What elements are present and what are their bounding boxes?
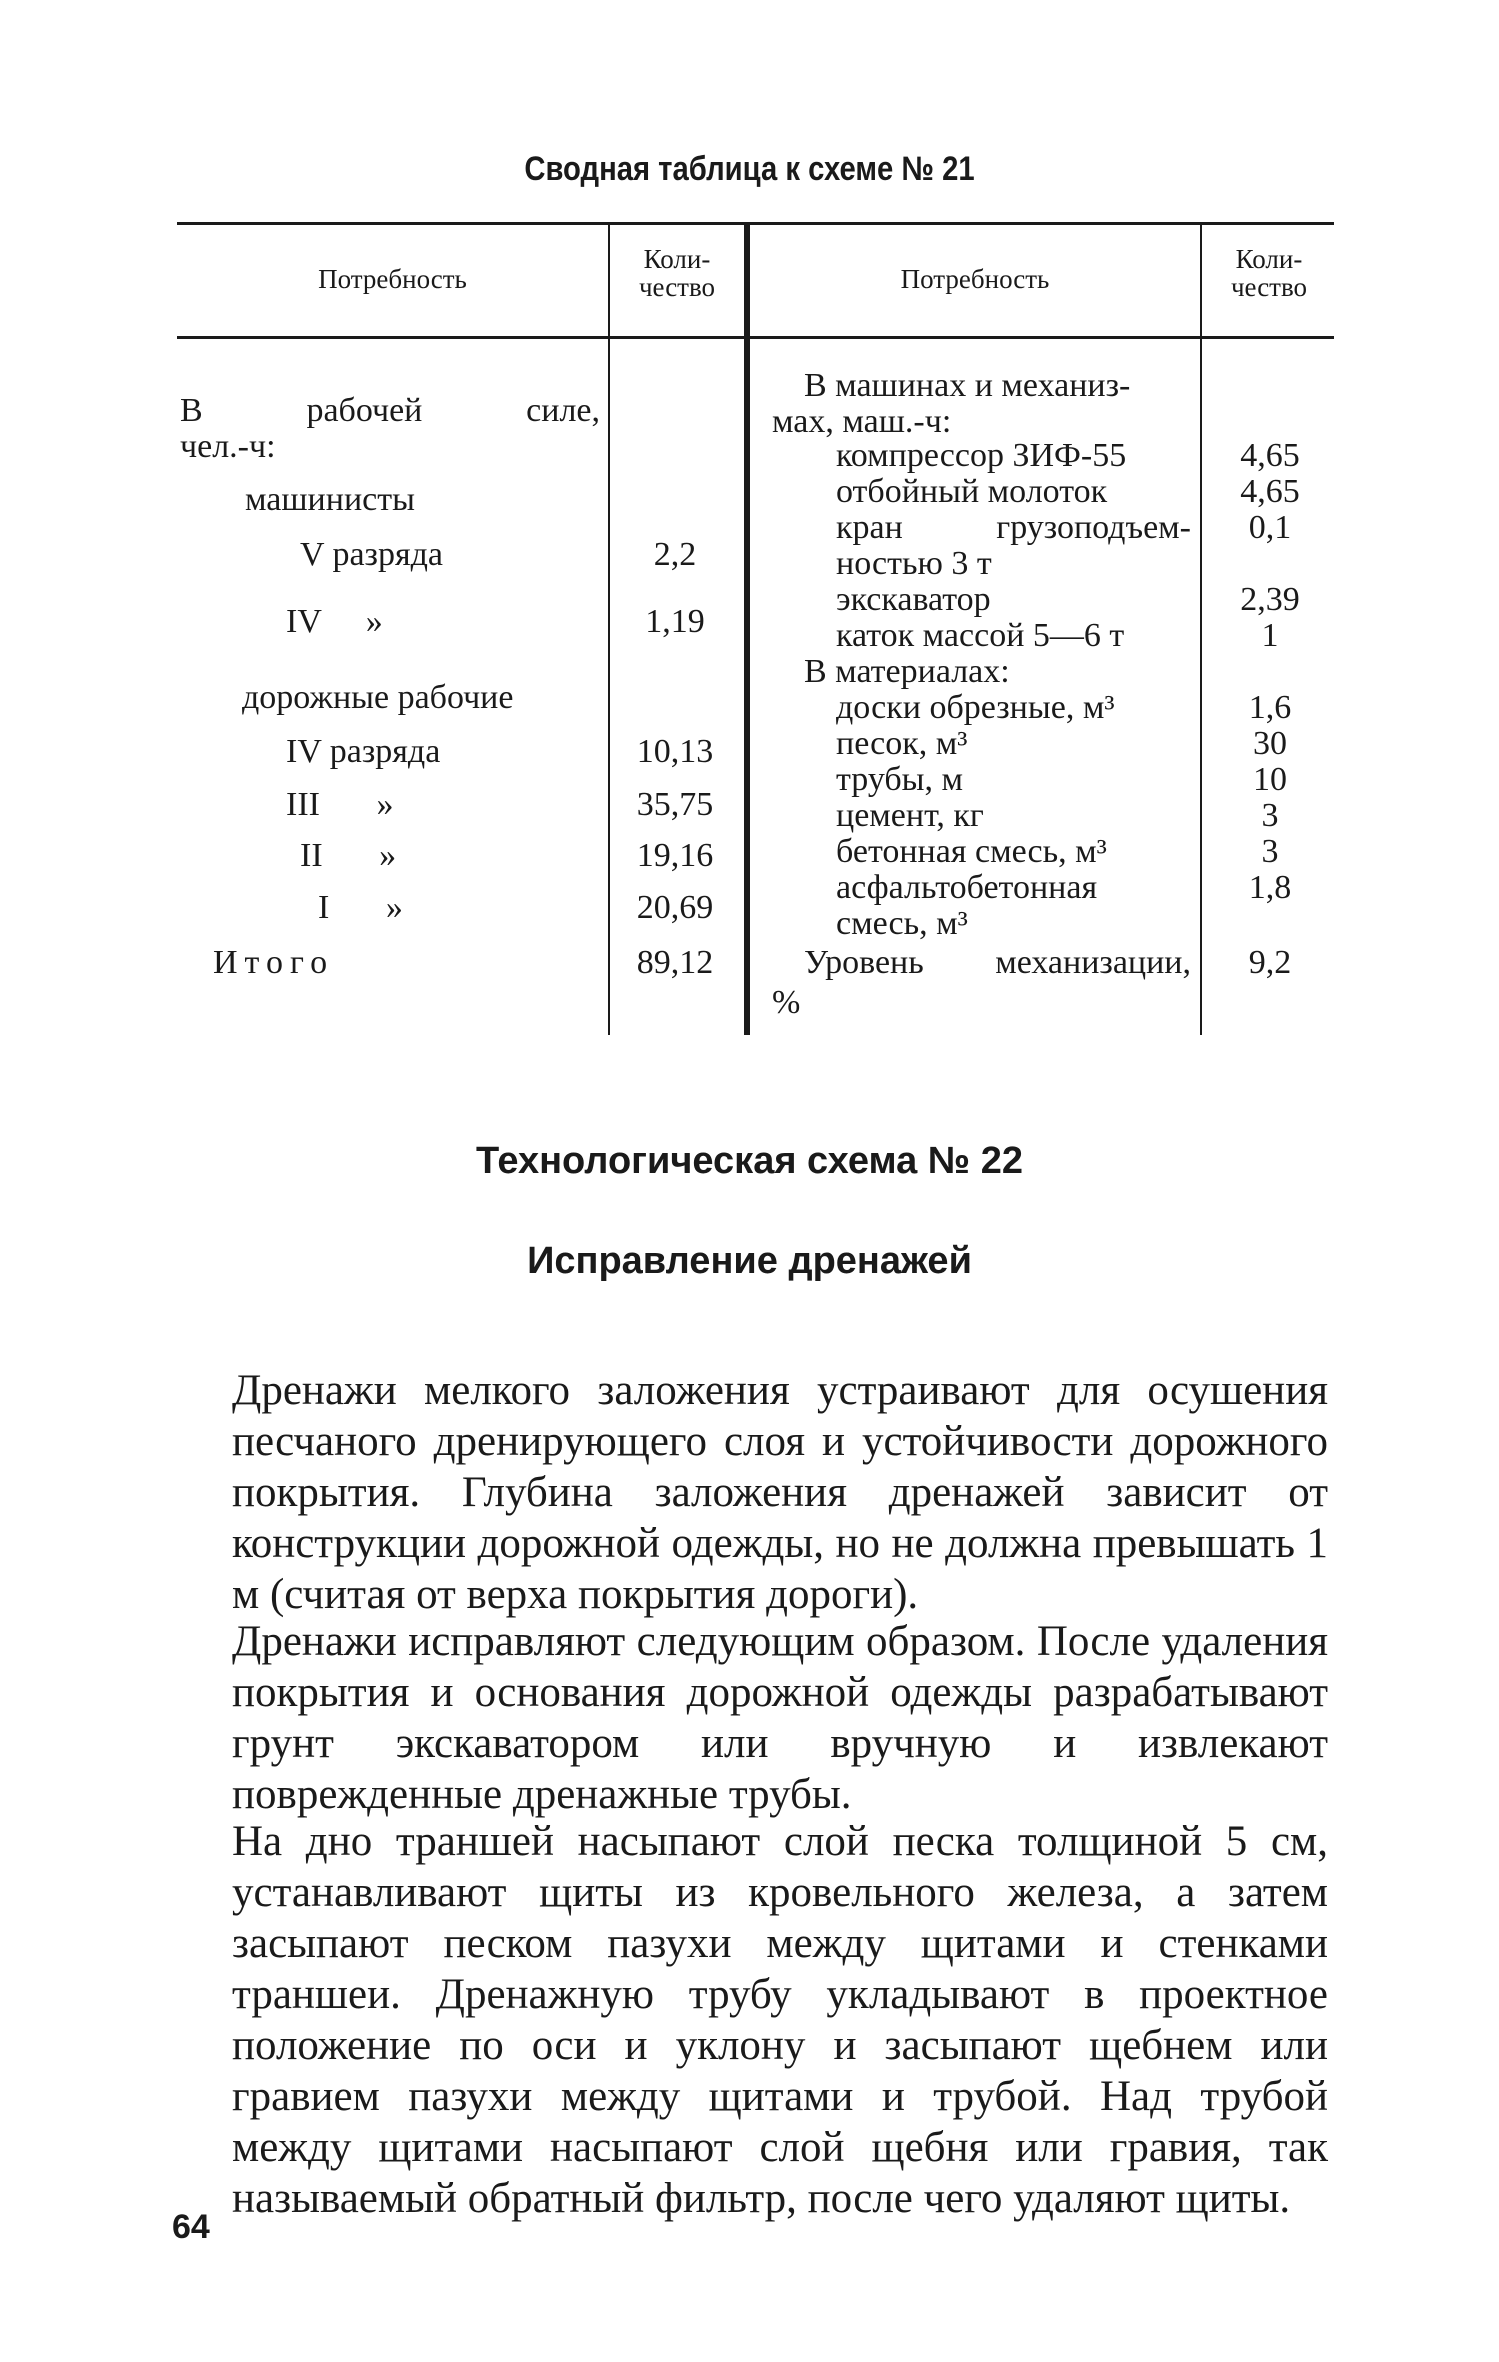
- left-row-label: III »: [286, 786, 394, 823]
- right-row-label: %: [772, 984, 801, 1021]
- right-row-label: компрессор ЗИФ-55: [836, 437, 1127, 474]
- right-row-label: каток массой 5—6 т: [836, 617, 1125, 654]
- left-row-value: 10,13: [636, 733, 714, 770]
- left-row-label: IV разряда: [286, 733, 441, 770]
- right-row-label: экскаватор: [836, 581, 991, 618]
- left-row-value: 35,75: [636, 786, 714, 823]
- header-qty-right-line1: Коли-: [1235, 244, 1303, 274]
- header-qty-right: [1204, 245, 1334, 302]
- right-row-label: ностью 3 т: [836, 545, 992, 582]
- left-row-label: I »: [318, 889, 403, 926]
- right-row-label: отбойный молоток: [836, 473, 1108, 510]
- left-row-value: 20,69: [636, 889, 714, 926]
- right-row-label: В материалах:: [804, 653, 1010, 690]
- right-row-label: трубы, м: [836, 761, 964, 798]
- section-heading: Технологическая схема № 22: [476, 1140, 1023, 1182]
- body-paragraph: На дно траншей насыпают слой песка толщиной 5 см, устанавливают щиты из кровельного железа, а затем засыпают песком пазухи между щитами и стенками траншеи. Дренажную трубу укладывают в проектное положение по оси и уклону и засыпают щебнем или гравием пазухи между щитами и трубой. Над трубой между щитами насыпают слой щебня или гравия, так называемый обратный фильтр, после чего удаляют щиты.: [232, 1818, 1328, 2222]
- right-row-value: 1,8: [1248, 869, 1292, 906]
- right-row-value: 3: [1261, 833, 1279, 870]
- right-row-value: 4,65: [1240, 473, 1300, 510]
- header-need-left: Потребность: [318, 264, 467, 294]
- left-row-value: 19,16: [636, 837, 714, 874]
- right-row-value: 0,1: [1248, 509, 1292, 546]
- left-row-label: V разряда: [300, 536, 443, 573]
- section-subheading: Исправление дренажей: [527, 1240, 972, 1282]
- left-row-label: В рабочей силе,: [180, 392, 600, 429]
- right-row-label: бетонная смесь, м³: [836, 833, 1107, 870]
- left-row-label: II »: [300, 837, 397, 874]
- header-qty-left: [612, 245, 742, 302]
- right-row-label: смесь, м³: [836, 905, 968, 942]
- right-row-value: 1,6: [1248, 689, 1292, 726]
- right-row-value: 30: [1253, 725, 1287, 762]
- table-header-rule: [177, 336, 1334, 339]
- right-row-label: асфальтобетонная: [836, 869, 1098, 906]
- column-divider-left-qty: [608, 225, 610, 1035]
- right-row-value: 4,65: [1240, 437, 1300, 474]
- left-row-label: машинисты: [245, 481, 415, 518]
- table-top-rule: [177, 222, 1334, 225]
- right-row-value: 10: [1253, 761, 1287, 798]
- left-row-label: чел.-ч:: [180, 428, 276, 465]
- right-row-value: 1: [1261, 617, 1279, 654]
- right-row-value: 2,39: [1240, 581, 1300, 618]
- left-row-label: дорожные рабочие: [242, 679, 514, 716]
- header-qty-left-line1: Коли-: [643, 244, 711, 274]
- page-number: 64: [172, 2208, 210, 2246]
- body-paragraph: Дренажи исправляют следующим образом. После удаления покрытия и основания дорожной одежды разрабатывают грунт экскаватором или вручную и извлекают поврежденные дренажные трубы.: [232, 1618, 1328, 1818]
- right-row-label: цемент, кг: [836, 797, 984, 834]
- right-row-value: 3: [1261, 797, 1279, 834]
- column-divider-right-qty: [1200, 225, 1202, 1035]
- left-row-label: IV »: [286, 603, 383, 640]
- right-row-label: песок, м³: [836, 725, 968, 762]
- left-row-total-value: 89,12: [636, 944, 714, 981]
- left-row-value: 1,19: [645, 603, 705, 640]
- header-qty-left-line2: чество: [638, 272, 716, 303]
- left-row-total-label: Итого: [213, 944, 335, 981]
- right-row-label: Уровень механизации,: [804, 944, 1191, 981]
- body-paragraph: Дренажи мелкого заложения устраивают для осушения песчаного дренирующего слоя и устойчивости дорожного покрытия. Глубина заложения дренажей зависит от конструкции дорожной одежды, но не должна превышать 1 м (считая от верха покрытия дороги).: [232, 1367, 1328, 1618]
- right-row-label: кран грузоподъем-: [836, 509, 1191, 546]
- right-row-label: мах, маш.-ч:: [772, 403, 952, 440]
- right-row-label: доски обрезные, м³: [836, 689, 1115, 726]
- left-row-value: 2,2: [653, 536, 697, 573]
- right-row-value: 9,2: [1248, 944, 1292, 981]
- header-qty-right-line2: чество: [1230, 272, 1308, 303]
- header-need-right: Потребность: [900, 264, 1050, 294]
- column-divider-middle: [744, 225, 750, 1035]
- right-row-label: В машинах и механиз-: [804, 367, 1131, 404]
- table-title: Сводная таблица к схеме № 21: [524, 150, 975, 188]
